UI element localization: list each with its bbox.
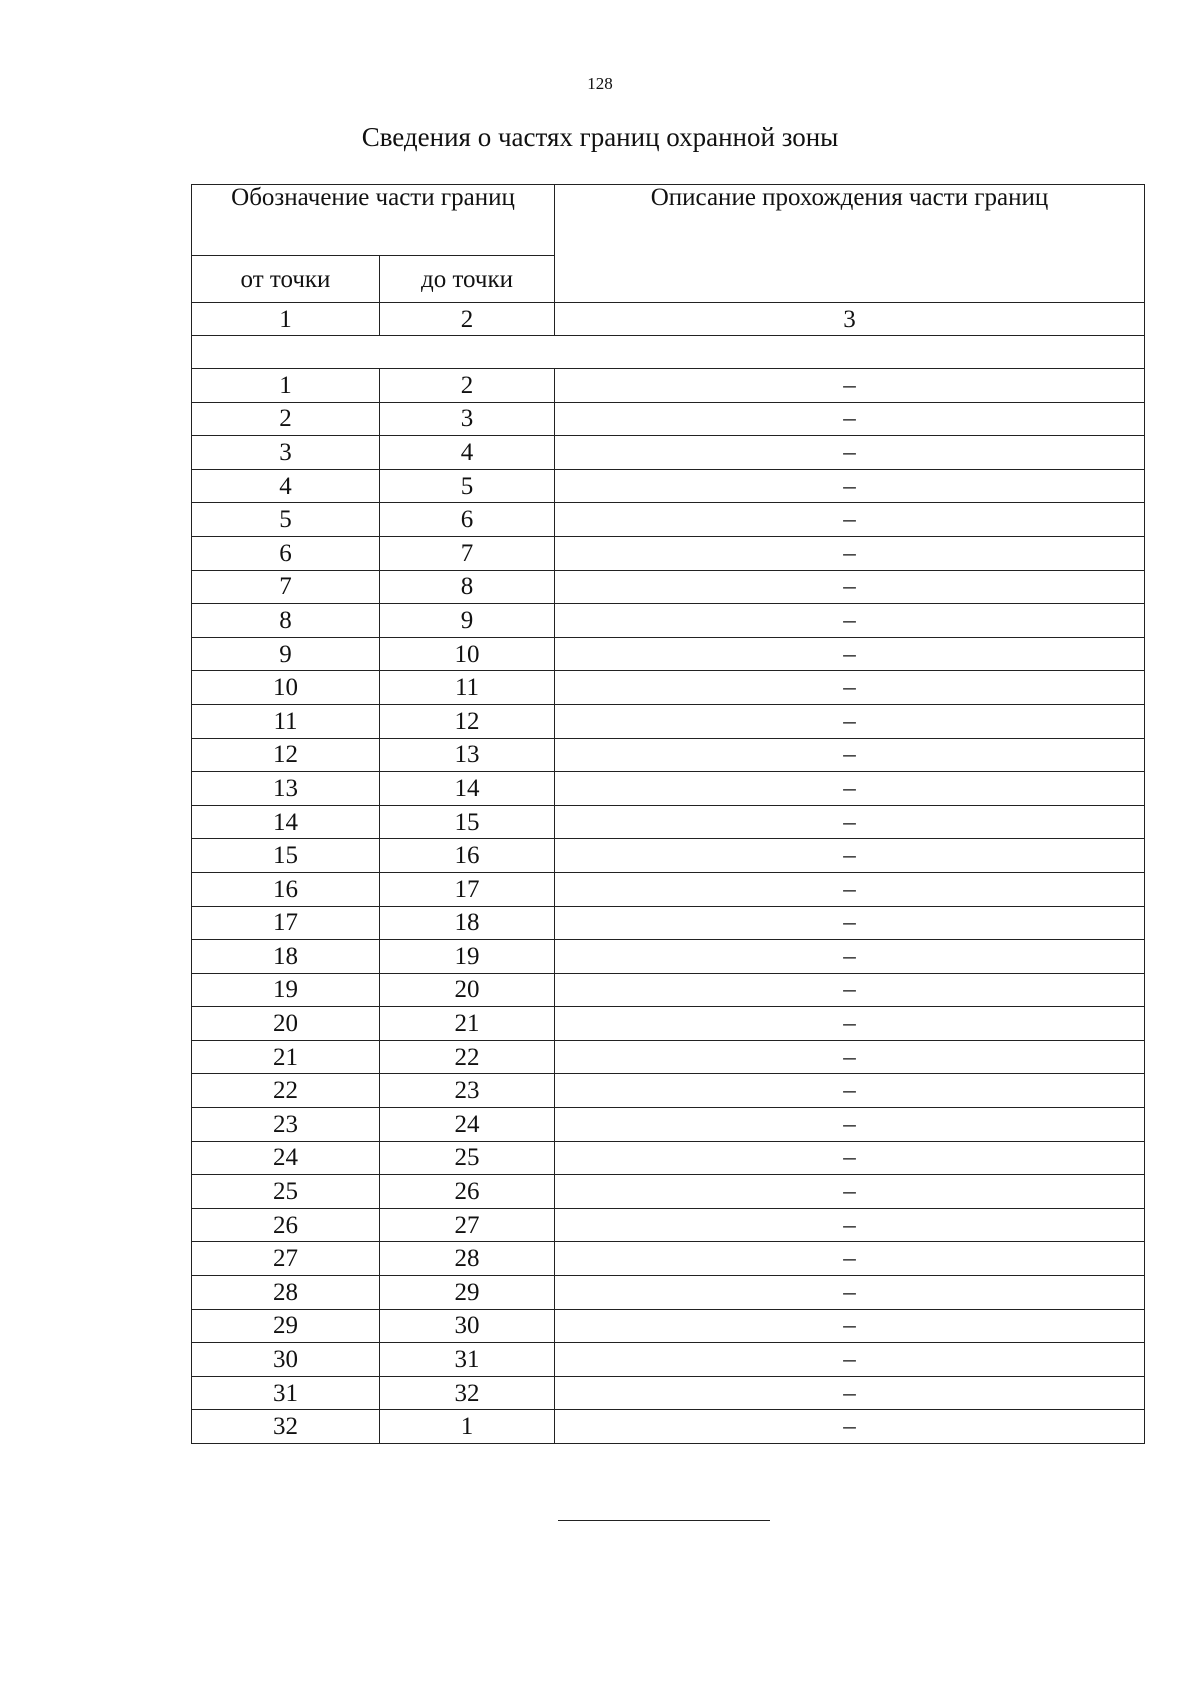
cell-from-point: 20 <box>192 1007 380 1041</box>
cell-description: – <box>555 1242 1145 1276</box>
cell-description: – <box>555 1208 1145 1242</box>
cell-description: – <box>555 604 1145 638</box>
page-number: 128 <box>587 74 613 93</box>
table-row <box>192 536 1145 570</box>
table-row <box>192 1074 1145 1108</box>
cell-description: – <box>555 906 1145 940</box>
cell-to-point: 14 <box>380 772 555 806</box>
cell-from-point: 15 <box>192 839 380 873</box>
cell-from-point: 29 <box>192 1309 380 1343</box>
cell-to-point: 16 <box>380 839 555 873</box>
table-row <box>192 570 1145 604</box>
boundary-parts-table <box>191 184 1145 1444</box>
cell-to-point: 31 <box>380 1343 555 1377</box>
table-row <box>192 1376 1145 1410</box>
table-row <box>192 604 1145 638</box>
cell-from-point: 16 <box>192 872 380 906</box>
cell-description: – <box>555 772 1145 806</box>
cell-to-point: 1 <box>380 1410 555 1444</box>
table-row <box>192 1141 1145 1175</box>
column-number: 3 <box>555 303 1145 336</box>
cell-from-point: 22 <box>192 1074 380 1108</box>
cell-to-point: 19 <box>380 940 555 974</box>
table-row <box>192 872 1145 906</box>
cell-to-point: 5 <box>380 469 555 503</box>
cell-description: – <box>555 637 1145 671</box>
cell-to-point: 17 <box>380 872 555 906</box>
table-row <box>192 1410 1145 1444</box>
table-row <box>192 369 1145 403</box>
table-row <box>192 1309 1145 1343</box>
document-title: Сведения о частях границ охранной зоны <box>361 122 839 152</box>
cell-from-point: 25 <box>192 1175 380 1209</box>
cell-description: – <box>555 1007 1145 1041</box>
table-row <box>192 772 1145 806</box>
table-row <box>192 1007 1145 1041</box>
cell-to-point: 27 <box>380 1208 555 1242</box>
cell-from-point: 3 <box>192 436 380 470</box>
section-separator-cell <box>192 336 1145 369</box>
cell-to-point: 21 <box>380 1007 555 1041</box>
cell-from-point: 32 <box>192 1410 380 1444</box>
cell-to-point: 15 <box>380 805 555 839</box>
cell-description: – <box>555 872 1145 906</box>
table-row <box>192 637 1145 671</box>
cell-from-point: 12 <box>192 738 380 772</box>
cell-to-point: 22 <box>380 1040 555 1074</box>
cell-description: – <box>555 1309 1145 1343</box>
cell-description: – <box>555 1276 1145 1310</box>
cell-to-point: 10 <box>380 637 555 671</box>
cell-description: – <box>555 469 1145 503</box>
table-row <box>192 940 1145 974</box>
table-row <box>192 704 1145 738</box>
cell-description: – <box>555 704 1145 738</box>
end-of-page-rule <box>558 1520 770 1521</box>
cell-from-point: 10 <box>192 671 380 705</box>
cell-description: – <box>555 536 1145 570</box>
cell-description: – <box>555 1040 1145 1074</box>
table-row <box>192 1175 1145 1209</box>
cell-from-point: 5 <box>192 503 380 537</box>
table-row <box>192 671 1145 705</box>
cell-from-point: 1 <box>192 369 380 403</box>
column-number-row <box>192 303 1145 336</box>
table-row <box>192 1242 1145 1276</box>
header-from-point: от точки <box>192 256 380 303</box>
cell-to-point: 11 <box>380 671 555 705</box>
cell-from-point: 14 <box>192 805 380 839</box>
cell-description: – <box>555 436 1145 470</box>
cell-to-point: 26 <box>380 1175 555 1209</box>
table-row <box>192 839 1145 873</box>
cell-from-point: 19 <box>192 973 380 1007</box>
cell-to-point: 4 <box>380 436 555 470</box>
cell-from-point: 11 <box>192 704 380 738</box>
cell-to-point: 28 <box>380 1242 555 1276</box>
cell-to-point: 25 <box>380 1141 555 1175</box>
cell-description: – <box>555 805 1145 839</box>
cell-to-point: 6 <box>380 503 555 537</box>
cell-description: – <box>555 369 1145 403</box>
cell-to-point: 29 <box>380 1276 555 1310</box>
cell-from-point: 18 <box>192 940 380 974</box>
cell-to-point: 2 <box>380 369 555 403</box>
cell-from-point: 24 <box>192 1141 380 1175</box>
section-separator-row <box>192 336 1145 369</box>
cell-description: – <box>555 503 1145 537</box>
cell-description: – <box>555 402 1145 436</box>
cell-to-point: 23 <box>380 1074 555 1108</box>
header-to-point: до точки <box>380 256 555 303</box>
table-row <box>192 503 1145 537</box>
cell-from-point: 6 <box>192 536 380 570</box>
cell-to-point: 13 <box>380 738 555 772</box>
cell-to-point: 30 <box>380 1309 555 1343</box>
cell-description: – <box>555 1108 1145 1142</box>
cell-to-point: 3 <box>380 402 555 436</box>
cell-description: – <box>555 570 1145 604</box>
cell-to-point: 12 <box>380 704 555 738</box>
table-row <box>192 738 1145 772</box>
table-row <box>192 402 1145 436</box>
cell-from-point: 2 <box>192 402 380 436</box>
cell-description: – <box>555 1343 1145 1377</box>
header-row-main <box>192 185 1145 256</box>
header-designation: Обозначение части границ <box>192 185 555 256</box>
table-row <box>192 1040 1145 1074</box>
cell-from-point: 17 <box>192 906 380 940</box>
column-number: 2 <box>380 303 555 336</box>
table-row <box>192 1108 1145 1142</box>
table-row <box>192 1276 1145 1310</box>
cell-to-point: 8 <box>380 570 555 604</box>
cell-from-point: 21 <box>192 1040 380 1074</box>
cell-from-point: 7 <box>192 570 380 604</box>
cell-description: – <box>555 839 1145 873</box>
cell-from-point: 27 <box>192 1242 380 1276</box>
table-row <box>192 906 1145 940</box>
cell-to-point: 9 <box>380 604 555 638</box>
cell-from-point: 13 <box>192 772 380 806</box>
table-row <box>192 436 1145 470</box>
header-description: Описание прохождения части границ <box>555 185 1145 303</box>
cell-description: – <box>555 738 1145 772</box>
cell-to-point: 24 <box>380 1108 555 1142</box>
table-row <box>192 1208 1145 1242</box>
cell-to-point: 20 <box>380 973 555 1007</box>
table-row <box>192 1343 1145 1377</box>
table-row <box>192 469 1145 503</box>
cell-from-point: 28 <box>192 1276 380 1310</box>
cell-from-point: 31 <box>192 1376 380 1410</box>
cell-from-point: 30 <box>192 1343 380 1377</box>
cell-description: – <box>555 671 1145 705</box>
cell-description: – <box>555 973 1145 1007</box>
table-body <box>192 185 1145 1444</box>
cell-to-point: 32 <box>380 1376 555 1410</box>
cell-description: – <box>555 1175 1145 1209</box>
cell-to-point: 18 <box>380 906 555 940</box>
cell-description: – <box>555 1141 1145 1175</box>
cell-to-point: 7 <box>380 536 555 570</box>
cell-from-point: 26 <box>192 1208 380 1242</box>
cell-from-point: 4 <box>192 469 380 503</box>
cell-from-point: 23 <box>192 1108 380 1142</box>
column-number: 1 <box>192 303 380 336</box>
cell-from-point: 8 <box>192 604 380 638</box>
table-row <box>192 973 1145 1007</box>
cell-description: – <box>555 1074 1145 1108</box>
cell-description: – <box>555 1376 1145 1410</box>
cell-from-point: 9 <box>192 637 380 671</box>
cell-description: – <box>555 940 1145 974</box>
cell-description: – <box>555 1410 1145 1444</box>
table-row <box>192 805 1145 839</box>
